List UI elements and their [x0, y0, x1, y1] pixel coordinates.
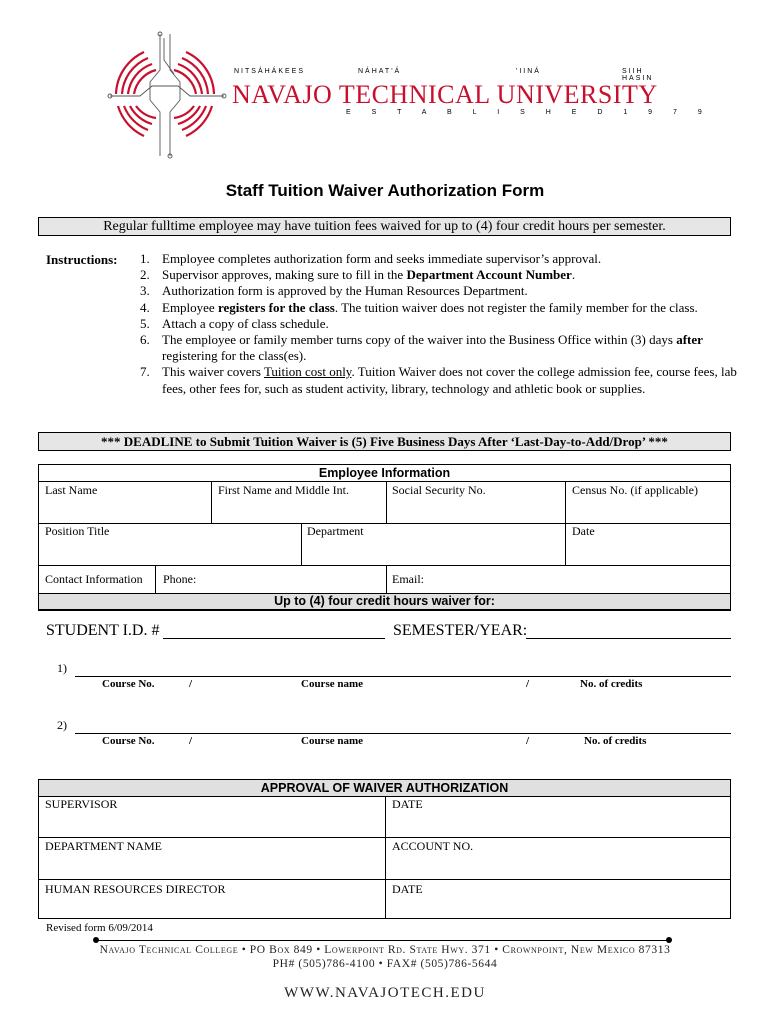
- instruction-text: Employee completes authorization form and seeks immediate supervisor’s approval.: [162, 251, 602, 266]
- form-title: Staff Tuition Waiver Authorization Form: [225, 181, 545, 200]
- department-label: Department: [307, 524, 364, 538]
- instruction-underline: Tuition cost only: [263, 364, 352, 380]
- instruction-item: [140, 283, 740, 299]
- department-name-field[interactable]: [45, 856, 378, 874]
- footer-divider: [96, 940, 670, 941]
- account-no-label: ACCOUNT NO.: [392, 839, 474, 853]
- instruction-number: 4.: [140, 299, 150, 315]
- supervisor-date-label: DATE: [392, 797, 423, 811]
- instruction-text: Employee: [162, 299, 218, 315]
- divider: [38, 523, 731, 524]
- revision-note: Revised form 6/09/2014: [46, 922, 153, 934]
- instruction-text: registering for the class(es).: [162, 348, 307, 364]
- university-taglines: [234, 68, 674, 80]
- tagline: NITSÁHÁKEES: [234, 68, 306, 75]
- instruction-emphasis: after: [676, 332, 703, 348]
- instruction-emphasis: Department Account Number: [406, 267, 572, 283]
- instruction-text: Authorization form is approved by the Human Resources Department.: [162, 283, 528, 299]
- instruction-item: [140, 316, 740, 332]
- semester-year-label: SEMESTER/YEAR:: [393, 622, 528, 639]
- course-row-number: 1): [57, 661, 67, 675]
- divider: [301, 523, 302, 565]
- course-name-label: Course name: [301, 678, 364, 690]
- course-no-label: Course No.: [102, 735, 155, 747]
- instruction-text: .: [571, 267, 576, 283]
- tagline: SIIH HASIN: [622, 68, 654, 82]
- instruction-number: 1.: [140, 251, 150, 266]
- bullet-icon: [93, 937, 99, 943]
- census-field[interactable]: [572, 500, 724, 518]
- university-logo: [100, 30, 712, 170]
- first-name-label: First Name and Middle Int.: [218, 483, 349, 497]
- instruction-text: This waiver covers: [162, 364, 264, 380]
- contact-info-label: Contact Information: [45, 572, 143, 586]
- account-no-field[interactable]: [392, 856, 724, 874]
- date-field[interactable]: [572, 542, 724, 560]
- supervisor-label: SUPERVISOR: [45, 797, 118, 811]
- instruction-number: 6.: [140, 332, 150, 348]
- divider: [211, 481, 212, 523]
- underline: [163, 638, 385, 639]
- established-year: E S T A B L I S H E D 1 9 7 9: [346, 109, 712, 116]
- deadline-banner: *** DEADLINE to Submit Tuition Waiver is (5) Five Business Days After ‘Last-Day-to-Add/Drop’ ***: [38, 432, 731, 451]
- bullet-icon: [666, 937, 672, 943]
- position-title-label: Position Title: [45, 524, 110, 538]
- tagline: NÁHAT'Á: [358, 68, 402, 75]
- credits-label: No. of credits: [580, 678, 643, 690]
- divider: [38, 837, 731, 838]
- supervisor-signature-field[interactable]: [45, 814, 378, 832]
- website-link[interactable]: WWW.NAVAJOTECH.EDU: [284, 985, 486, 1001]
- semester-year-field[interactable]: [528, 620, 728, 638]
- course-1-field[interactable]: [78, 658, 728, 675]
- footer-address: Navajo Technical College • PO Box 849 • Lowerpoint Rd. State Hwy. 371 • Crownpoint, New Mexico 87313: [99, 944, 671, 956]
- hr-director-label: HUMAN RESOURCES DIRECTOR: [45, 882, 226, 896]
- phone-field[interactable]: [204, 571, 380, 589]
- first-name-field[interactable]: [218, 500, 378, 518]
- last-name-field[interactable]: [45, 500, 205, 518]
- eligibility-banner: Regular fulltime employee may have tuition fees waived for up to (4) four credit hours per semester.: [38, 217, 731, 236]
- position-title-field[interactable]: [45, 542, 295, 560]
- separator: /: [189, 735, 193, 747]
- university-seal-icon: [100, 30, 230, 160]
- department-name-label: DEPARTMENT NAME: [45, 839, 162, 853]
- divider: [38, 610, 731, 611]
- divider: [38, 481, 731, 482]
- course-2-field[interactable]: [78, 715, 728, 732]
- instruction-number: 2.: [140, 267, 150, 283]
- student-id-label: STUDENT I.D. #: [46, 622, 160, 639]
- separator: /: [526, 735, 530, 747]
- course-name-label: Course name: [301, 735, 364, 747]
- separator: /: [526, 678, 530, 690]
- instruction-emphasis: registers for the class: [217, 299, 335, 315]
- footer-phone-fax: PH# (505)786-4100 • FAX# (505)786-5644: [272, 958, 498, 970]
- instruction-number: 3.: [140, 283, 150, 299]
- waiver-heading: Up to (4) four credit hours waiver for:: [274, 594, 495, 608]
- divider: [385, 796, 386, 919]
- student-id-field[interactable]: [165, 620, 383, 638]
- divider: [386, 481, 387, 523]
- underline: [526, 638, 731, 639]
- instruction-text: . The tuition waiver does not register the family member for the class.: [334, 299, 698, 315]
- hr-date-field[interactable]: [392, 898, 724, 915]
- census-label: Census No. (if applicable): [572, 483, 698, 497]
- university-name: NAVAJO TECHNICAL UNIVERSITY: [232, 80, 658, 109]
- department-field[interactable]: [307, 542, 559, 560]
- divider: [38, 879, 731, 880]
- ssn-field[interactable]: [392, 500, 558, 518]
- instruction-item: [140, 267, 740, 283]
- instruction-item: [140, 251, 740, 267]
- instructions-label: Instructions:: [46, 252, 118, 267]
- tagline: 'IINÁ: [516, 68, 541, 75]
- underline: [75, 733, 731, 734]
- email-label: Email:: [392, 572, 424, 586]
- divider: [386, 565, 387, 593]
- instruction-text: Attach a copy of class schedule.: [162, 315, 329, 331]
- instruction-text: Supervisor approves, making sure to fill in the: [162, 267, 407, 283]
- course-no-label: Course No.: [102, 678, 155, 690]
- divider: [38, 565, 731, 566]
- supervisor-date-field[interactable]: [392, 814, 724, 832]
- instruction-number: 7.: [140, 364, 150, 380]
- date-label: Date: [572, 524, 595, 538]
- hr-director-signature-field[interactable]: [45, 898, 378, 915]
- instructions-list: [140, 251, 740, 397]
- credits-label: No. of credits: [584, 735, 647, 747]
- phone-label: Phone:: [163, 572, 197, 586]
- instruction-item: [140, 364, 740, 396]
- ssn-label: Social Security No.: [392, 483, 486, 497]
- instruction-item: [140, 332, 740, 364]
- course-row-number: 2): [57, 718, 67, 732]
- approval-heading: APPROVAL OF WAIVER AUTHORIZATION: [260, 781, 509, 795]
- instruction-number: 5.: [140, 315, 150, 331]
- underline: [75, 676, 731, 677]
- divider: [155, 565, 156, 593]
- employee-info-heading: Employee Information: [318, 466, 451, 480]
- instruction-item: [140, 300, 740, 316]
- separator: /: [189, 678, 193, 690]
- email-field[interactable]: [432, 571, 724, 589]
- divider: [565, 481, 566, 523]
- instruction-text: . Tuition Waiver does not cover the college admission fee, course fees, lab fees, other fees for, such as student activity, library, technology and athletic book or supplies.: [162, 364, 737, 396]
- instruction-text: The employee or family member turns copy of the waiver into the Business Office within (3) days: [162, 332, 677, 348]
- hr-date-label: DATE: [392, 882, 423, 896]
- last-name-label: Last Name: [45, 483, 98, 497]
- divider: [565, 523, 566, 565]
